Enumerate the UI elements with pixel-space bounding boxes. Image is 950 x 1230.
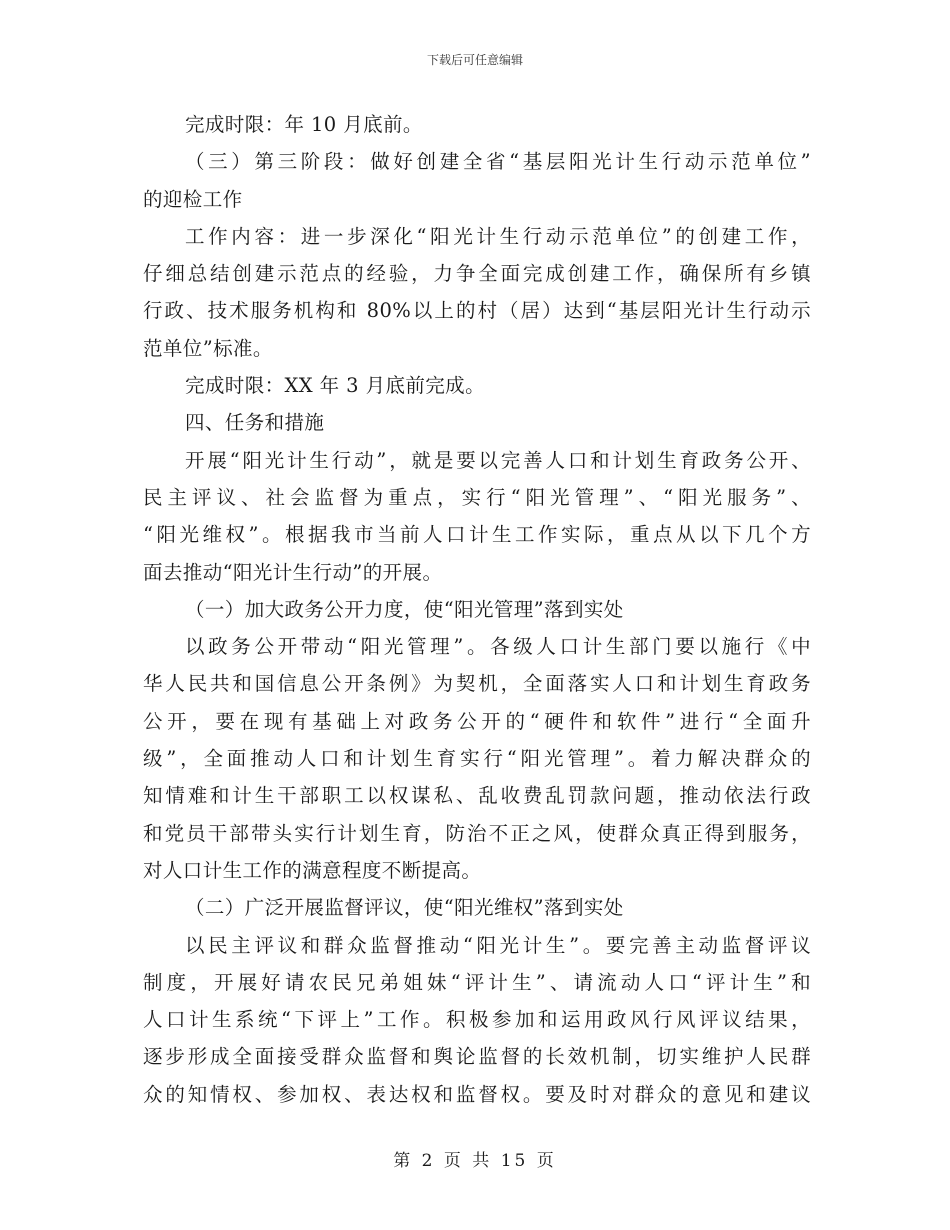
section-heading: 四、任务和措施	[185, 411, 325, 435]
paragraph-line: 华人民共和国信息公开条例》为契机，全面落实人口和计划生育政务	[143, 672, 811, 696]
paragraph-line: 人口计生系统“下评上”工作。积极参加和运用政风行风评议结果，	[143, 1008, 811, 1032]
paragraph-line: 公开，要在现有基础上对政务公开的“硬件和软件”进行“全面升	[143, 709, 811, 733]
paragraph-line: 以政务公开带动“阳光管理”。各级人口计生部门要以施行《中	[185, 635, 811, 659]
paragraph-line: 逐步形成全面接受群众监督和舆论监督的长效机制，切实维护人民群	[143, 1045, 811, 1069]
paragraph-line: 以民主评议和群众监督推动“阳光计生”。要完善主动监督评议	[185, 933, 811, 957]
paragraph-line: 知情难和计生干部职工以权谋私、乱收费乱罚款问题，推动依法行政	[143, 784, 811, 808]
paragraph-line: 级”，全面推动人口和计划生育实行“阳光管理”。着力解决群众的	[143, 747, 811, 771]
section-heading: （一）加大政务公开力度，使“阳光管理”落到实处	[185, 597, 624, 621]
paragraph-line: 范单位”标准。	[143, 336, 273, 360]
paragraph-line: 民主评议、社会监督为重点，实行“阳光管理”、“阳光服务”、	[143, 485, 811, 509]
paragraph-line: 工作内容：进一步深化“阳光计生行动示范单位”的创建工作，	[185, 224, 811, 248]
page-number-footer: 第 2 页 共 15 页	[393, 1151, 557, 1171]
section-heading-continued: 的迎检工作	[143, 187, 243, 211]
paragraph-line: 开展“阳光计生行动”，就是要以完善人口和计划生育政务公开、	[185, 448, 811, 472]
paragraph-line: 众的知情权、参加权、表达权和监督权。要及时对群众的意见和建议	[143, 1082, 811, 1106]
page-header: 下载后可任意编辑	[426, 53, 523, 67]
paragraph-line: 面去推动“阳光计生行动”的开展。	[143, 560, 443, 584]
paragraph-line: 行政、技术服务机构和 80%以上的村（居）达到“基层阳光计生行动示	[143, 299, 811, 323]
section-heading: （三）第三阶段：做好创建全省“基层阳光计生行动示范单位”	[185, 150, 811, 174]
paragraph-line: 完成时限：年 10 月底前。	[185, 113, 423, 136]
paragraph-line: 完成时限：XX 年 3 月底前完成。	[185, 374, 485, 398]
paragraph-line: “阳光维权”。根据我市当前人口计生工作实际，重点从以下几个方	[143, 523, 811, 547]
paragraph-line: 和党员干部带头实行计划生育，防治不正之风，使群众真正得到服务，	[143, 821, 811, 845]
paragraph-line: 仔细总结创建示范点的经验，力争全面完成创建工作，确保所有乡镇	[143, 262, 811, 286]
paragraph-line: 对人口计生工作的满意程度不断提高。	[143, 858, 482, 882]
document-body	[143, 106, 811, 1113]
section-heading: （二）广泛开展监督评议，使“阳光维权”落到实处	[185, 896, 624, 920]
paragraph-line: 制度，开展好请农民兄弟姐妹“评计生”、请流动人口“评计生”和	[143, 970, 811, 994]
